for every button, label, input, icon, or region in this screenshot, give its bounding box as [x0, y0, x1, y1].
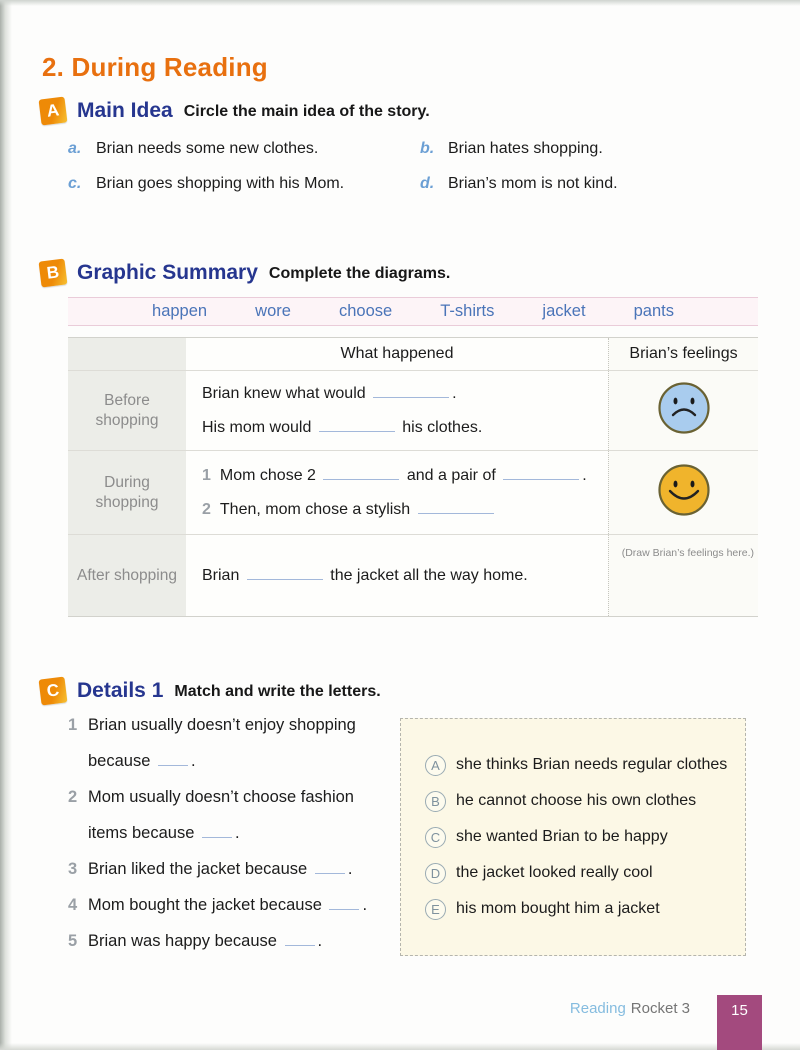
answer-text: she thinks Brian needs regular clothes	[456, 756, 728, 773]
sentence-line: 2 Then, mom chose a stylish	[202, 501, 608, 519]
row-label: After shopping	[68, 535, 186, 616]
word-bank	[68, 297, 758, 326]
answer-choices-box	[400, 718, 746, 956]
answer-blank[interactable]	[319, 419, 395, 432]
main-idea-option-a[interactable]	[40, 140, 392, 158]
details-item-2	[40, 788, 390, 860]
feelings-cell	[608, 371, 758, 450]
answer-text: his mom bought him a jacket	[456, 900, 660, 917]
answer-letter-circle: C	[425, 827, 446, 848]
section-b-instruction: Complete the diagrams.	[268, 265, 451, 282]
main-idea-option-d[interactable]	[392, 175, 770, 193]
item-number: 5	[68, 932, 78, 950]
answer-letter-circle: D	[425, 863, 446, 884]
page-number-badge	[717, 995, 762, 1050]
row-sentences	[186, 371, 608, 450]
answer-choice-D[interactable]	[425, 855, 745, 891]
footer-brand	[570, 1000, 690, 1017]
table-row	[68, 534, 758, 616]
answer-blank[interactable]	[158, 753, 188, 766]
page-edge-shadow-top	[0, 0, 800, 6]
sentence-number: 1	[202, 466, 211, 484]
section-c-header	[40, 678, 381, 704]
item-text: Brian usually doesn’t enjoy shopping	[88, 716, 356, 734]
details-item-5	[40, 932, 390, 968]
row-label: During shopping	[68, 451, 186, 534]
details-item-line	[40, 860, 390, 896]
item-text-continued: because .	[88, 752, 196, 770]
item-text: Brian was happy because .	[88, 932, 323, 950]
option-text: Brian hates shopping.	[448, 140, 603, 157]
answer-letter-circle: A	[425, 755, 446, 776]
word-bank-word[interactable]: wore	[255, 302, 291, 320]
answer-blank[interactable]	[323, 467, 399, 480]
sentence-line: 1 Mom chose 2 and a pair of .	[202, 466, 587, 484]
answer-blank[interactable]	[285, 933, 315, 946]
word-bank-word[interactable]: choose	[338, 302, 393, 320]
item-text: Mom bought the jacket because .	[88, 896, 368, 914]
table-header-row	[68, 338, 758, 370]
section-c-title: Details 1	[77, 679, 164, 702]
word-bank-word[interactable]: pants	[633, 302, 674, 320]
graphic-summary-table	[68, 337, 758, 617]
draw-feelings-caption: (Draw Brian’s feelings here.)	[621, 547, 754, 559]
main-idea-options	[40, 140, 770, 193]
details-item-line	[40, 716, 390, 752]
sentence-line: His mom would his clothes.	[202, 418, 483, 436]
option-text: Brian’s mom is not kind.	[448, 175, 618, 192]
feelings-cell	[608, 451, 758, 534]
page-number: 15	[731, 1002, 748, 1019]
answer-blank[interactable]	[329, 897, 359, 910]
item-number: 2	[68, 788, 78, 806]
item-number: 1	[68, 716, 78, 734]
sentence-line: Brian knew what would .	[202, 384, 457, 402]
sentence-number: 2	[202, 500, 211, 518]
answer-choice-E[interactable]	[425, 891, 745, 927]
item-text: Mom usually doesn’t choose fashion	[88, 788, 354, 806]
page-title: 2. During Reading	[42, 52, 268, 82]
answer-blank[interactable]	[202, 825, 232, 838]
main-idea-option-c[interactable]	[40, 175, 392, 193]
answer-blank[interactable]	[503, 467, 579, 480]
details-item-1	[40, 716, 390, 788]
section-a-badge: A	[39, 97, 68, 126]
details-item-3	[40, 860, 390, 896]
item-number: 3	[68, 860, 78, 878]
section-a-title: Main Idea	[77, 99, 173, 122]
answer-blank[interactable]	[373, 385, 449, 398]
answer-blank[interactable]	[315, 861, 345, 874]
table-header-empty-cell	[68, 338, 186, 370]
page-edge-shadow-left	[0, 0, 12, 1050]
details-item-4	[40, 896, 390, 932]
details-item-line	[40, 788, 390, 824]
sentence-line: Brian the jacket all the way home.	[202, 566, 528, 584]
answer-letter-circle: E	[425, 899, 446, 920]
answer-choice-C[interactable]	[425, 819, 745, 855]
section-c-instruction: Match and write the letters.	[174, 683, 381, 700]
details-item-line	[40, 824, 390, 860]
row-label: Before shopping	[68, 371, 186, 450]
answer-blank[interactable]	[247, 567, 323, 580]
section-b-header	[40, 260, 450, 286]
answer-text: the jacket looked really cool	[456, 864, 653, 881]
option-text: Brian goes shopping with his Mom.	[96, 175, 345, 192]
section-a-instruction: Circle the main idea of the story.	[183, 103, 430, 120]
answer-text: she wanted Brian to be happy	[456, 828, 668, 845]
answer-choice-A[interactable]	[425, 747, 745, 783]
answer-text: he cannot choose his own clothes	[456, 792, 697, 809]
row-sentences	[186, 535, 608, 616]
details-item-line	[40, 896, 390, 932]
word-bank-word[interactable]: happen	[152, 302, 208, 320]
section-b-title: Graphic Summary	[77, 261, 258, 284]
answer-letter-circle: B	[425, 791, 446, 812]
sad-face-icon	[657, 381, 711, 440]
page-edge-shadow-bottom	[0, 1043, 800, 1050]
section-c-badge: C	[39, 677, 68, 706]
main-idea-option-b[interactable]	[392, 140, 770, 158]
option-letter: a.	[68, 140, 82, 157]
section-b-badge: B	[39, 259, 68, 288]
section-a-header	[40, 98, 430, 124]
happy-face-icon	[657, 463, 711, 522]
table-row	[68, 370, 758, 450]
item-text: Brian liked the jacket because .	[88, 860, 353, 878]
answer-choice-B[interactable]	[425, 783, 745, 819]
feelings-cell[interactable]	[608, 535, 758, 616]
option-letter: b.	[420, 140, 435, 157]
details-item-line	[40, 752, 390, 788]
option-letter: c.	[68, 175, 82, 192]
table-row	[68, 450, 758, 534]
footer-series-name: Reading	[569, 1000, 626, 1017]
option-letter: d.	[420, 175, 435, 192]
details-item-line	[40, 932, 390, 968]
answer-blank[interactable]	[418, 501, 494, 514]
details-items	[40, 716, 390, 968]
option-text: Brian needs some new clothes.	[96, 140, 319, 157]
table-header-brians-feelings: Brian’s feelings	[608, 338, 758, 370]
word-bank-word[interactable]: T-shirts	[440, 302, 495, 320]
row-sentences	[186, 451, 608, 534]
table-header-what-happened: What happened	[186, 338, 608, 370]
word-bank-word[interactable]: jacket	[542, 302, 586, 320]
item-text-continued: items because .	[88, 824, 240, 842]
footer-book-name: Rocket 3	[630, 1000, 690, 1017]
item-number: 4	[68, 896, 78, 914]
